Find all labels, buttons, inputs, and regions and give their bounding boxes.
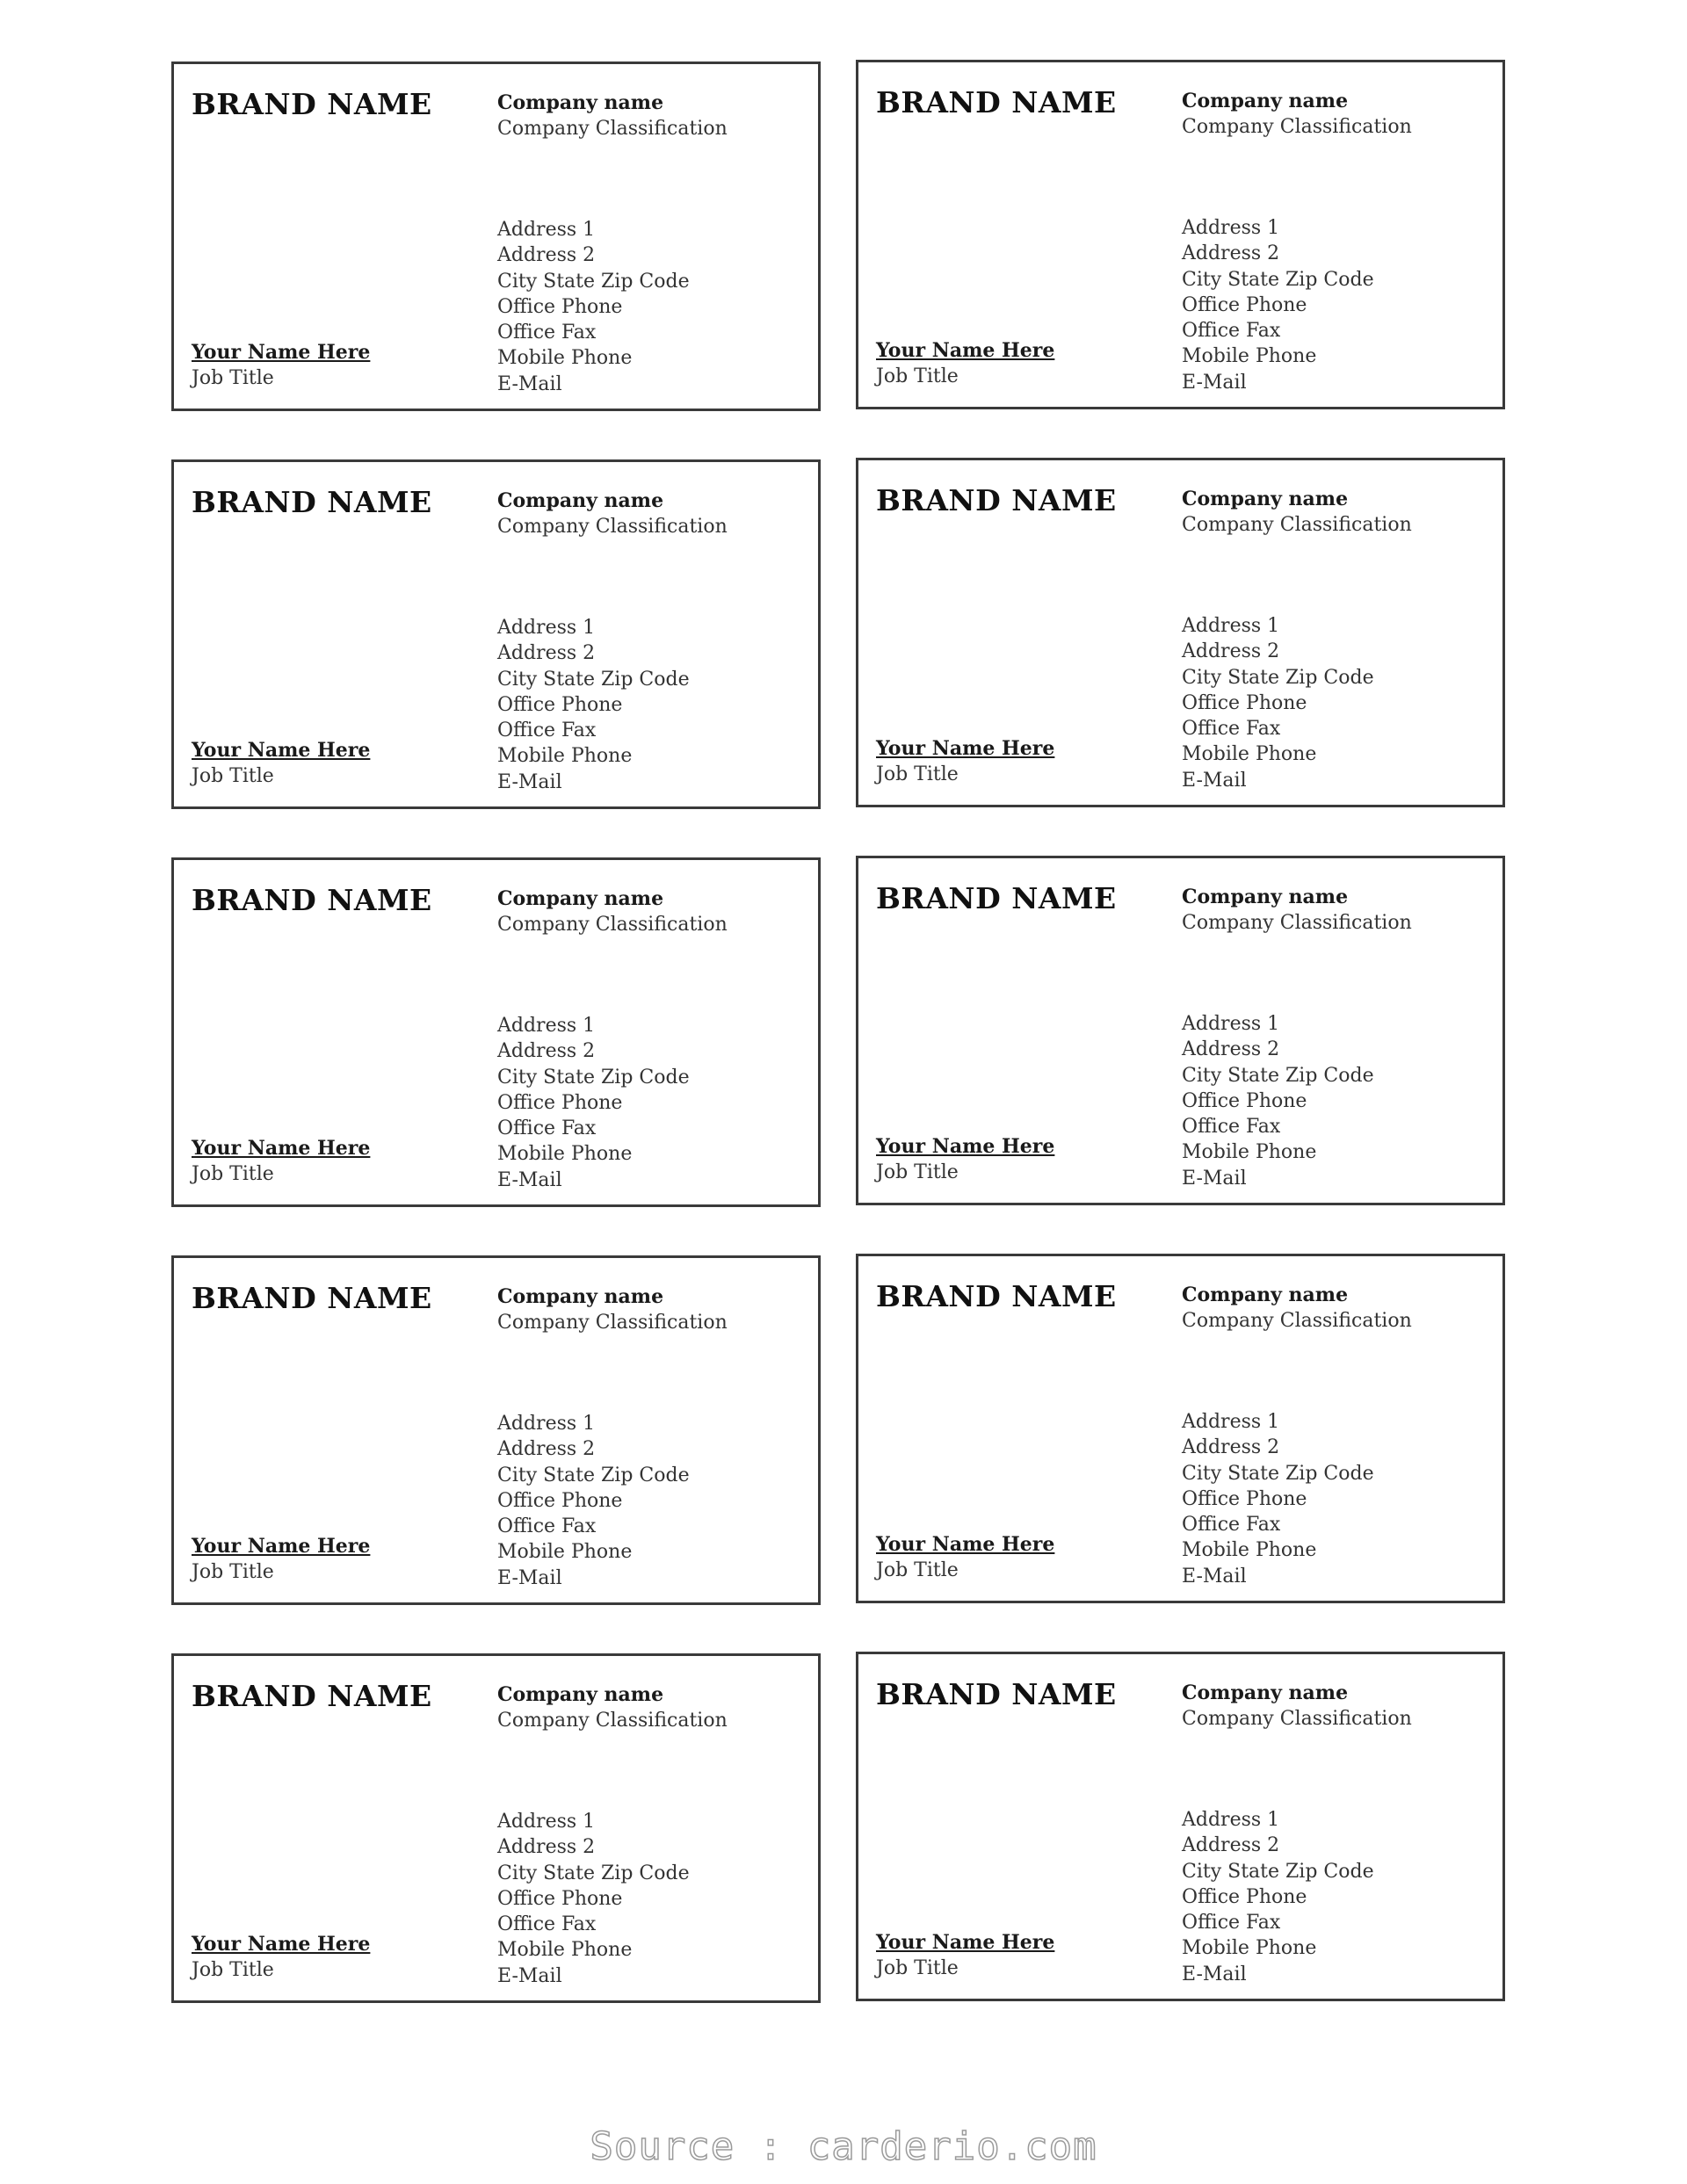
company-classification: Company Classification <box>1182 116 1412 138</box>
company-block <box>1182 89 1412 140</box>
job-title: Job Title <box>876 365 959 387</box>
contact-details <box>1182 1409 1374 1589</box>
person-name: Your Name Here <box>876 1533 1055 1556</box>
city-state-zip: City State Zip Code <box>1182 666 1374 689</box>
brand-name: BRAND NAME <box>192 1679 432 1713</box>
address-2: Address 2 <box>497 1040 596 1063</box>
company-name: Company name <box>497 887 664 910</box>
person-name: Your Name Here <box>876 1931 1055 1954</box>
business-card-1 <box>171 61 821 411</box>
business-card-2 <box>856 60 1505 409</box>
business-card-8 <box>856 1254 1505 1603</box>
company-name: Company name <box>1182 488 1349 510</box>
company-classification: Company Classification <box>1182 912 1412 934</box>
address-1: Address 1 <box>1182 1809 1280 1831</box>
city-state-zip: City State Zip Code <box>497 1862 690 1884</box>
city-state-zip: City State Zip Code <box>497 668 690 691</box>
office-fax: Office Fax <box>1182 718 1281 741</box>
address-2: Address 2 <box>1182 1436 1280 1459</box>
office-phone: Office Phone <box>1182 1089 1307 1112</box>
office-phone: Office Phone <box>1182 293 1307 316</box>
address-1: Address 1 <box>1182 217 1280 239</box>
company-classification: Company Classification <box>1182 514 1412 536</box>
brand-name: BRAND NAME <box>876 1677 1117 1711</box>
business-card-10 <box>856 1652 1505 2001</box>
city-state-zip: City State Zip Code <box>497 270 690 293</box>
person-block <box>192 1136 370 1187</box>
contact-details <box>1182 1807 1374 1987</box>
address-2: Address 2 <box>1182 1834 1280 1857</box>
company-name: Company name <box>497 1285 664 1308</box>
brand-name: BRAND NAME <box>192 87 432 121</box>
office-fax: Office Fax <box>497 720 597 742</box>
person-block <box>876 338 1054 389</box>
office-fax: Office Fax <box>1182 320 1281 343</box>
company-block <box>497 886 728 937</box>
email: E-Mail <box>497 1566 562 1589</box>
office-fax: Office Fax <box>497 322 597 344</box>
person-block <box>192 738 370 789</box>
company-classification: Company Classification <box>1182 1310 1412 1332</box>
address-2: Address 2 <box>497 642 596 665</box>
person-name: Your Name Here <box>876 1135 1055 1158</box>
person-block <box>192 1932 370 1983</box>
city-state-zip: City State Zip Code <box>1182 268 1374 291</box>
job-title: Job Title <box>192 367 274 389</box>
job-title: Job Title <box>192 1561 274 1583</box>
person-name: Your Name Here <box>192 1137 371 1160</box>
person-block <box>192 1534 370 1585</box>
job-title: Job Title <box>876 1957 959 1979</box>
company-classification: Company Classification <box>1182 1708 1412 1730</box>
person-name: Your Name Here <box>876 737 1055 760</box>
contact-details <box>497 1809 690 1989</box>
business-card-7 <box>171 1255 821 1605</box>
company-classification: Company Classification <box>497 516 728 538</box>
business-card-6 <box>856 856 1505 1205</box>
address-1: Address 1 <box>1182 615 1280 637</box>
office-phone: Office Phone <box>1182 1487 1307 1510</box>
address-2: Address 2 <box>1182 242 1280 265</box>
business-card-9 <box>171 1653 821 2003</box>
office-fax: Office Fax <box>497 1117 597 1140</box>
city-state-zip: City State Zip Code <box>1182 1462 1374 1485</box>
person-block <box>192 340 370 391</box>
city-state-zip: City State Zip Code <box>497 1066 690 1088</box>
mobile-phone: Mobile Phone <box>1182 1937 1317 1960</box>
address-1: Address 1 <box>497 219 596 241</box>
office-phone: Office Phone <box>497 295 623 318</box>
office-phone: Office Phone <box>497 693 623 716</box>
contact-details <box>497 217 690 397</box>
address-2: Address 2 <box>497 1836 596 1859</box>
office-phone: Office Phone <box>497 1489 623 1512</box>
address-2: Address 2 <box>497 244 596 267</box>
person-name: Your Name Here <box>876 339 1055 362</box>
company-block <box>1182 1283 1412 1334</box>
email: E-Mail <box>497 1168 562 1191</box>
job-title: Job Title <box>192 1163 274 1185</box>
brand-name: BRAND NAME <box>192 1281 432 1315</box>
mobile-phone: Mobile Phone <box>497 1143 633 1166</box>
office-phone: Office Phone <box>1182 1885 1307 1908</box>
person-block <box>876 1134 1054 1185</box>
office-phone: Office Phone <box>497 1887 623 1910</box>
job-title: Job Title <box>192 1959 274 1981</box>
mobile-phone: Mobile Phone <box>1182 743 1317 766</box>
contact-details <box>1182 613 1374 793</box>
email: E-Mail <box>1182 1963 1247 1985</box>
company-name: Company name <box>497 91 664 114</box>
company-classification: Company Classification <box>497 914 728 936</box>
company-classification: Company Classification <box>497 1312 728 1334</box>
mobile-phone: Mobile Phone <box>497 1541 633 1564</box>
mobile-phone: Mobile Phone <box>497 347 633 370</box>
company-block <box>497 1682 728 1733</box>
email: E-Mail <box>497 770 562 793</box>
person-block <box>876 1930 1054 1981</box>
mobile-phone: Mobile Phone <box>1182 1141 1317 1164</box>
contact-details <box>497 615 690 795</box>
person-name: Your Name Here <box>192 739 371 762</box>
job-title: Job Title <box>876 1161 959 1183</box>
brand-name: BRAND NAME <box>876 85 1117 119</box>
person-block <box>876 1532 1054 1583</box>
office-phone: Office Phone <box>1182 691 1307 714</box>
brand-name: BRAND NAME <box>876 483 1117 517</box>
company-name: Company name <box>1182 90 1349 112</box>
job-title: Job Title <box>192 765 274 787</box>
email: E-Mail <box>497 1964 562 1987</box>
email: E-Mail <box>1182 371 1247 394</box>
company-block <box>1182 487 1412 538</box>
address-2: Address 2 <box>497 1438 596 1461</box>
company-block <box>1182 885 1412 936</box>
address-1: Address 1 <box>497 1015 596 1037</box>
office-phone: Office Phone <box>497 1091 623 1114</box>
company-classification: Company Classification <box>497 1710 728 1732</box>
mobile-phone: Mobile Phone <box>497 745 633 768</box>
city-state-zip: City State Zip Code <box>1182 1064 1374 1087</box>
company-name: Company name <box>1182 1681 1349 1704</box>
mobile-phone: Mobile Phone <box>1182 1539 1317 1562</box>
contact-details <box>1182 1011 1374 1191</box>
mobile-phone: Mobile Phone <box>497 1939 633 1962</box>
person-name: Your Name Here <box>192 1933 371 1956</box>
office-fax: Office Fax <box>497 1913 597 1936</box>
city-state-zip: City State Zip Code <box>497 1464 690 1486</box>
company-name: Company name <box>497 489 664 512</box>
business-card-3 <box>171 459 821 809</box>
address-1: Address 1 <box>497 1413 596 1435</box>
brand-name: BRAND NAME <box>876 881 1117 915</box>
office-fax: Office Fax <box>1182 1116 1281 1139</box>
business-card-4 <box>856 458 1505 807</box>
address-2: Address 2 <box>1182 1038 1280 1061</box>
email: E-Mail <box>1182 1565 1247 1587</box>
email: E-Mail <box>1182 769 1247 792</box>
brand-name: BRAND NAME <box>876 1279 1117 1313</box>
person-block <box>876 736 1054 787</box>
contact-details <box>497 1411 690 1591</box>
company-block <box>1182 1681 1412 1732</box>
email: E-Mail <box>1182 1167 1247 1190</box>
email: E-Mail <box>497 372 562 395</box>
address-1: Address 1 <box>497 617 596 639</box>
company-name: Company name <box>497 1683 664 1706</box>
company-block <box>497 1284 728 1335</box>
company-name: Company name <box>1182 1284 1349 1306</box>
address-1: Address 1 <box>1182 1013 1280 1035</box>
brand-name: BRAND NAME <box>192 883 432 917</box>
office-fax: Office Fax <box>1182 1912 1281 1935</box>
contact-details <box>497 1013 690 1193</box>
address-2: Address 2 <box>1182 640 1280 663</box>
city-state-zip: City State Zip Code <box>1182 1860 1374 1883</box>
company-block <box>497 488 728 539</box>
office-fax: Office Fax <box>497 1515 597 1538</box>
business-card-5 <box>171 857 821 1207</box>
job-title: Job Title <box>876 763 959 785</box>
office-fax: Office Fax <box>1182 1514 1281 1537</box>
job-title: Job Title <box>876 1559 959 1581</box>
company-block <box>497 90 728 141</box>
address-1: Address 1 <box>497 1811 596 1833</box>
company-classification: Company Classification <box>497 118 728 140</box>
mobile-phone: Mobile Phone <box>1182 345 1317 368</box>
address-1: Address 1 <box>1182 1411 1280 1433</box>
contact-details <box>1182 215 1374 395</box>
company-name: Company name <box>1182 886 1349 908</box>
person-name: Your Name Here <box>192 341 371 364</box>
source-watermark: Source : carderio.com <box>590 2124 1097 2169</box>
brand-name: BRAND NAME <box>192 485 432 519</box>
person-name: Your Name Here <box>192 1535 371 1558</box>
